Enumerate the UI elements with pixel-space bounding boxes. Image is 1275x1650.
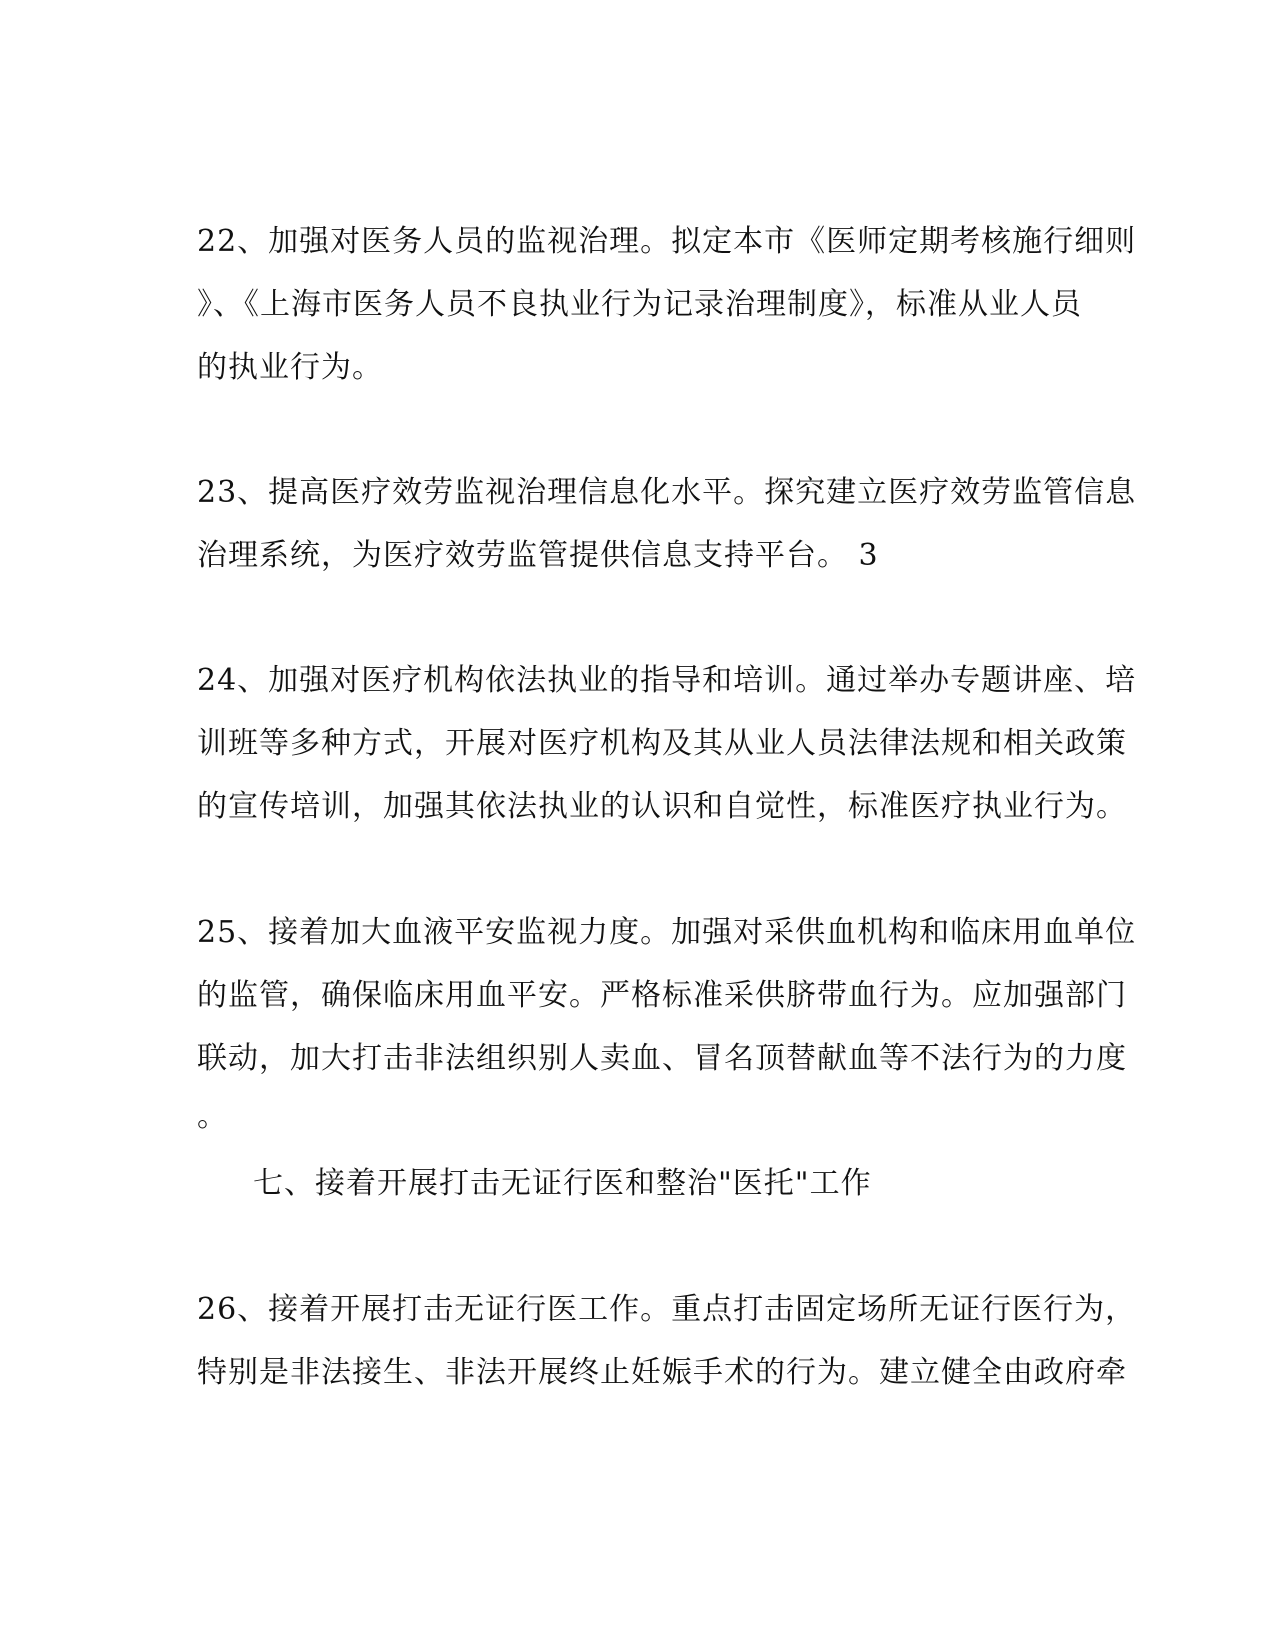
item-26-line-2: 特别是非法接生、非法开展终止妊娠手术的行为。建立健全由政府牵 <box>197 1355 1127 1390</box>
section-7-heading: 七、接着开展打击无证行医和整治"医托"工作 <box>253 1166 872 1201</box>
item-23-line-1: 23、提高医疗效劳监视治理信息化水平。探究建立医疗效劳监管信息 <box>197 475 1137 510</box>
item-24-line-2: 训班等多种方式，开展对医疗机构及其从业人员法律法规和相关政策 <box>197 726 1127 761</box>
item-25-line-3: 联动，加大打击非法组织别人卖血、冒名顶替献血等不法行为的力度 <box>197 1041 1127 1076</box>
item-23-line-2: 治理系统，为医疗效劳监管提供信息支持平台。 3 <box>197 538 879 573</box>
item-26-line-1: 26、接着开展打击无证行医工作。重点打击固定场所无证行医行为， <box>197 1292 1137 1327</box>
item-22-line-3: 的执业行为。 <box>197 350 383 385</box>
item-25-line-1: 25、接着加大血液平安监视力度。加强对采供血机构和临床用血单位 <box>197 915 1137 950</box>
item-24-line-1: 24、加强对医疗机构依法执业的指导和培训。通过举办专题讲座、培 <box>197 663 1137 698</box>
item-22-line-1: 22、加强对医务人员的监视治理。拟定本市《医师定期考核施行细则 <box>197 224 1137 259</box>
item-22-line-2: 》、《上海市医务人员不良执业行为记录治理制度》，标准从业人员 <box>197 287 1082 322</box>
item-25-line-2: 的监管，确保临床用血平安。严格标准采供脐带血行为。应加强部门 <box>197 978 1127 1013</box>
item-24-line-3: 的宣传培训，加强其依法执业的认识和自觉性，标准医疗执业行为。 <box>197 789 1127 824</box>
item-25-line-4: 。 <box>197 1099 228 1134</box>
